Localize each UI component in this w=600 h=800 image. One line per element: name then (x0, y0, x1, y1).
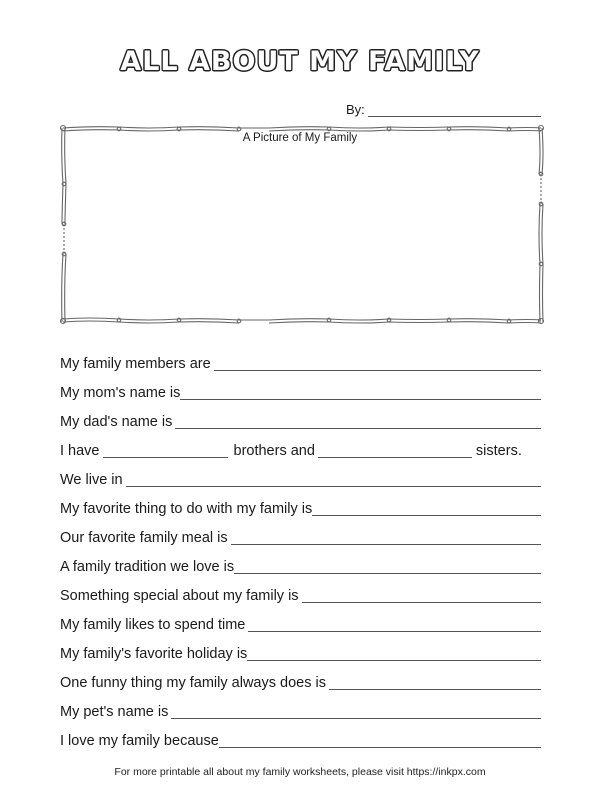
sisters-answer-line[interactable] (318, 437, 472, 458)
answer-line[interactable] (247, 640, 541, 661)
prompt-row (60, 375, 541, 404)
by-label: By: (346, 102, 365, 117)
prompt-label: Something special about my family is (60, 588, 299, 604)
answer-line[interactable] (231, 524, 541, 545)
prompt-label: Our favorite family meal is (60, 530, 228, 546)
prompt-row (60, 665, 541, 694)
answer-line[interactable] (248, 611, 541, 632)
prompt-label: My pet's name is (60, 704, 169, 720)
answer-line[interactable] (312, 495, 541, 516)
footer-note: For more printable all about my family worksheets, please visit https://inkpx.com (114, 766, 486, 778)
prompt-label: I have (60, 443, 100, 459)
answer-line[interactable] (329, 669, 541, 690)
prompt-label: One funny thing my family always does is (60, 675, 326, 691)
answer-line[interactable] (219, 727, 541, 748)
picture-caption: A Picture of My Family (242, 132, 358, 144)
answer-line[interactable] (180, 379, 541, 400)
prompt-row (60, 346, 541, 375)
answer-line[interactable] (214, 350, 541, 371)
prompt-row (60, 520, 541, 549)
prompt-row (60, 723, 541, 752)
brothers-answer-line[interactable] (103, 437, 228, 458)
prompt-label: I love my family because (60, 733, 219, 749)
prompt-row (60, 578, 541, 607)
prompt-row (60, 694, 541, 723)
answer-line[interactable] (175, 408, 541, 429)
picture-frame[interactable] (59, 124, 545, 326)
prompt-row (60, 404, 541, 433)
prompt-label: We live in (60, 472, 123, 488)
prompt-label: A family tradition we love is (60, 559, 235, 575)
prompt-label: My family members are (60, 356, 211, 372)
prompt-label: brothers and (233, 443, 315, 459)
prompt-label: My favorite thing to do with my family is (60, 501, 313, 517)
worksheet-prompts (60, 346, 541, 752)
answer-line[interactable] (234, 553, 541, 574)
by-field[interactable] (346, 101, 541, 117)
prompt-row (60, 549, 541, 578)
prompt-label: sisters. (475, 443, 522, 459)
answer-line[interactable] (126, 466, 541, 487)
prompt-label: My family likes to spend time (60, 617, 246, 633)
prompt-row-siblings (60, 433, 541, 462)
prompt-row (60, 491, 541, 520)
by-input-line[interactable] (368, 101, 541, 117)
twig-border-icon (59, 124, 545, 326)
prompt-row (60, 607, 541, 636)
prompt-label: My mom's name is (60, 385, 181, 401)
answer-line[interactable] (171, 698, 541, 719)
prompt-label: My family's favorite holiday is (60, 646, 248, 662)
prompt-label: My dad's name is (60, 414, 173, 430)
answer-line[interactable] (302, 582, 541, 603)
prompt-row (60, 462, 541, 491)
page-title: ALL ABOUT MY FAMILY (120, 46, 480, 77)
prompt-row (60, 636, 541, 665)
